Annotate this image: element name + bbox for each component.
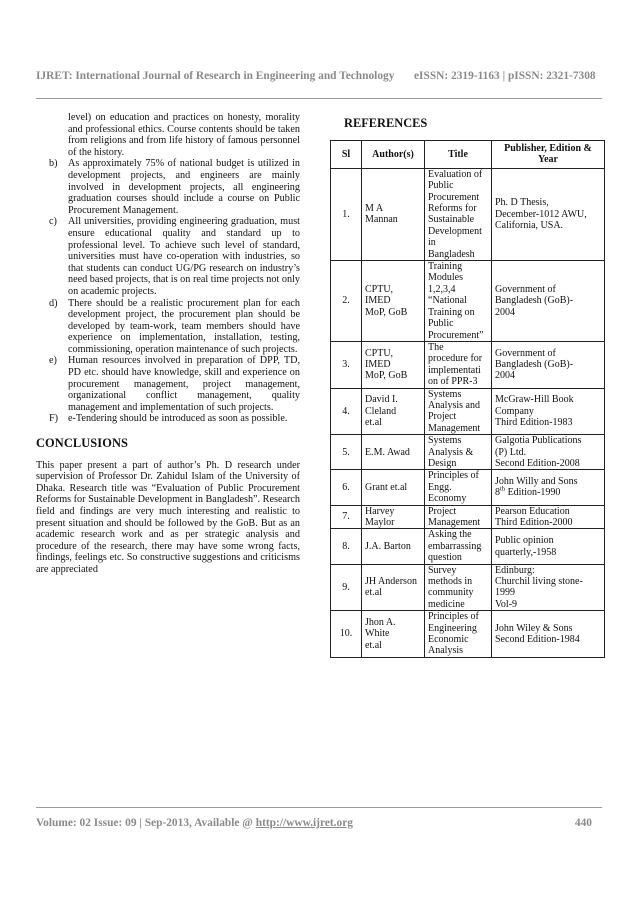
publisher-line: Second Edition-1984 [495,634,580,646]
author-line: et.al [365,639,382,651]
title-line: Analysis and [428,399,480,411]
title-line: Training [428,261,463,273]
author-line: E.M. Awad [365,446,410,458]
cell-title [425,261,492,342]
title-line: in [428,237,436,249]
cell-sl: 1. [331,168,362,260]
title-line: Project [428,505,457,517]
title-line: Project [428,411,457,423]
list-item-text: There should be a realistic procurement plan for each development project, the procurement plan should be developed by team-work, team members should have experience on implementation, installation, testing, commissioning, operation maintenance of such projects. [68,297,300,355]
publisher-line: Government of [495,347,556,359]
table-row [331,435,605,470]
list-item [36,298,300,356]
list-marker: b) [49,158,58,170]
author-line: Maylor [365,517,395,528]
publisher-line: 1999 [495,587,515,599]
author-line: CPTU, [365,347,394,359]
title-line: 1,2,3,4 [428,283,456,295]
publisher-line: 2004 [495,306,515,318]
publisher-line: (P) Ltd. [495,446,527,458]
edition-number: 8 [495,487,500,499]
cell-publisher [492,388,605,435]
title-line: “National [428,295,467,307]
title-line: on of PPR-3 [428,376,478,388]
author-line: et.al [365,417,382,429]
table-row [331,470,605,505]
cell-title [425,435,492,470]
list-marker: c) [49,216,57,228]
publisher-line: McGraw-Hill Book [495,394,574,406]
cell-sl: 3. [331,341,362,388]
title-line: implementati [428,364,481,376]
title-line: Engineering [428,622,477,634]
cell-publisher [492,611,605,658]
cell-authors [362,388,425,435]
cell-sl: 6. [331,470,362,505]
publisher-line: Third Edition-2000 [495,517,573,528]
cell-publisher [492,341,605,388]
cell-sl: 5. [331,435,362,470]
publisher-line: Edinburg: [495,564,535,576]
page-number: 440 [574,817,592,829]
author-line: J.A. Barton [365,540,411,552]
list-item-text: Human resources involved in preparation of DPP, TD, PD etc. should have knowledge, skill and experience on procurement management, project management, organizational conflict management, quality management and implementation of such projects. [68,355,300,413]
title-line: Economic [428,634,469,646]
left-column [36,112,300,576]
column-header-sl: Sl [331,141,362,169]
author-line: Cleland [365,405,397,417]
title-line: Systems [428,435,462,447]
title-line: Economy [428,493,467,505]
references-heading: REFERENCES [344,116,428,130]
publisher-line: Galgotia Publications [495,435,582,447]
references-table [330,140,605,658]
title-line: Systems [428,388,462,400]
title-line: Sustainable [428,214,475,226]
cell-title [425,564,492,611]
journal-name: IJRET: International Journal of Research in Engineering and Technology [36,70,395,82]
list-item-text: level) on education and practices on honesty, morality and professional ethics. Course contents should be taken from religions and from life history of famous personnel of the history. [68,112,300,158]
title-line: Analysis & [428,446,474,458]
author-line: M A [365,203,384,215]
right-column [330,116,606,658]
title-line: Management [428,422,481,434]
list-item [36,355,300,413]
title-line: embarrassing [428,540,482,552]
publisher-line: Public opinion [495,535,554,547]
list-item-text: All universities, providing engineering graduation, must ensure educational quality and standard up to professional level. To achieve such level of standard, universities must have co-operation with industries, so that students can conduct UG/PG research on industry’s need based projects, that is on real time projects not only on academic projects. [68,216,300,297]
table-row [331,505,605,529]
title-line: Principles of [428,470,479,482]
title-line: Public [428,318,454,330]
list-marker: e) [49,355,57,367]
publisher-line: California, USA. [495,220,564,232]
author-line: et.al [365,587,382,599]
author-line: Mannan [365,214,398,226]
publisher-line: John Willy and Sons [495,476,578,488]
list-item [36,413,300,425]
author-line: Grant et.al [365,481,408,493]
table-row [331,168,605,260]
title-line: Reforms for [428,203,477,215]
cell-publisher [492,505,605,529]
title-line: Procurement [428,191,480,203]
cell-title [425,168,492,260]
cell-title [425,529,492,564]
cell-sl: 9. [331,564,362,611]
author-line: IMED [365,359,391,371]
list-marker: F) [49,413,59,425]
cell-authors [362,261,425,342]
publisher-line: Bangladesh (GoB)- [495,295,574,307]
title-line: Procurement” [428,329,484,341]
title-line: Development [428,225,482,237]
publisher-line: quarterly,-1958 [495,546,557,558]
column-header-title: Title [425,141,492,169]
publisher-line: Third Edition-1983 [495,417,573,429]
running-header [36,70,602,82]
issn-numbers: eISSN: 2319-1163 | pISSN: 2321-7308 [414,70,596,82]
cell-authors [362,611,425,658]
list-item [36,216,300,297]
publisher-line: John Wiley & Sons [495,622,573,634]
table-header-row [331,141,605,169]
table-row [331,529,605,564]
list-item-text: As approximately 75% of national budget is utilized in development projects, and engineers are mainly involved in development projects, all engineering graduation courses should include a course on Public Procurement Management. [68,158,300,216]
cell-authors [362,529,425,564]
cell-title [425,341,492,388]
title-line: community [428,587,474,599]
publisher-line: Pearson Education [495,505,570,517]
cell-authors [362,435,425,470]
cell-authors [362,168,425,260]
publisher-line: Company [495,405,534,417]
title-line: Principles of [428,611,479,623]
author-line: MoP, GoB [365,370,408,382]
list-marker: d) [49,297,58,309]
journal-link[interactable]: http://www.ijret.org [255,817,353,829]
title-line: Public [428,180,454,192]
title-line: procedure for [428,353,483,365]
publisher-line: Ph. D Thesis, [495,197,549,209]
author-line: White [365,628,390,640]
cell-sl: 10. [331,611,362,658]
cell-publisher [492,168,605,260]
publisher-line: Churchil living stone- [495,576,583,588]
list-item [36,112,300,158]
header-rule [36,98,602,99]
cell-title [425,611,492,658]
cell-publisher [492,470,605,505]
list-item-text: e-Tendering should be introduced as soon as possible. [68,413,288,425]
title-line: Engg. [428,481,452,493]
title-line: medicine [428,598,465,610]
author-line: Harvey [365,505,395,517]
cell-publisher [492,435,605,470]
table-row [331,611,605,658]
cell-publisher [492,564,605,611]
publisher-line: Bangladesh (GoB)- [495,359,574,371]
publisher-line [495,487,601,498]
author-line: David I. [365,394,398,406]
table-row [331,564,605,611]
conclusions-paragraph: This paper present a part of author’s Ph. D research under supervision of Professor Dr. Zahidul Islam of the University of Dhaka. Research title was “Evaluation of Public Procurement Reforms for Sustainable Development in Bangladesh”. Research field and findings are very much interesting and realistic to present situation and should be followed by the GoB. But as an academic research work and as per strategic analysis and procedure of the research, there may have some wrong facts, findings, feelings etc. So constructive suggestions and criticisms are appreciated [36,459,300,575]
author-line: MoP, GoB [365,306,408,318]
references-table-body [331,168,605,657]
title-line: Analysis [428,645,463,657]
publisher-line: Government of [495,283,556,295]
volume-info: Volume: 02 Issue: 09 | Sep-2013, Available @ [36,817,256,829]
author-line: JH Anderson [365,576,417,588]
cell-publisher [492,529,605,564]
publisher-line: Vol-9 [495,598,518,610]
footer-rule [36,807,602,808]
author-line: Jhon A. [365,616,396,628]
author-line: IMED [365,295,391,307]
conclusions-heading: CONCLUSIONS [36,436,128,451]
cell-sl: 8. [331,529,362,564]
cell-authors [362,564,425,611]
title-line: The [428,341,444,353]
title-line: Management [428,517,481,528]
edition-suffix: th [500,486,506,494]
title-line: Modules [428,272,463,284]
running-footer [36,817,602,829]
title-line: Bangladesh [428,248,475,260]
cell-authors [362,470,425,505]
title-line: Training on [428,306,475,318]
edition-rest: Edition-1990 [505,487,561,499]
author-line: CPTU, [365,283,394,295]
list-item [36,158,300,216]
table-row [331,388,605,435]
cell-authors [362,505,425,529]
cell-sl: 4. [331,388,362,435]
column-header-publisher: Publisher, Edition & Year [492,141,605,169]
title-line: Survey [428,564,457,576]
publisher-line: Second Edition-2008 [495,457,580,469]
cell-publisher [492,261,605,342]
table-row [331,341,605,388]
cell-title [425,470,492,505]
title-line: question [428,552,462,564]
title-line: Asking the [428,529,472,541]
title-line: Design [428,457,457,469]
cell-title [425,388,492,435]
title-line: Evaluation of [428,168,483,180]
cell-title [425,505,492,529]
cell-authors [362,341,425,388]
publisher-line: 2004 [495,370,515,382]
column-header-authors: Author(s) [362,141,425,169]
publisher-line: December-1012 AWU, [495,208,587,220]
table-row [331,261,605,342]
cell-sl: 7. [331,505,362,529]
title-line: methods in [428,576,473,588]
cell-sl: 2. [331,261,362,342]
